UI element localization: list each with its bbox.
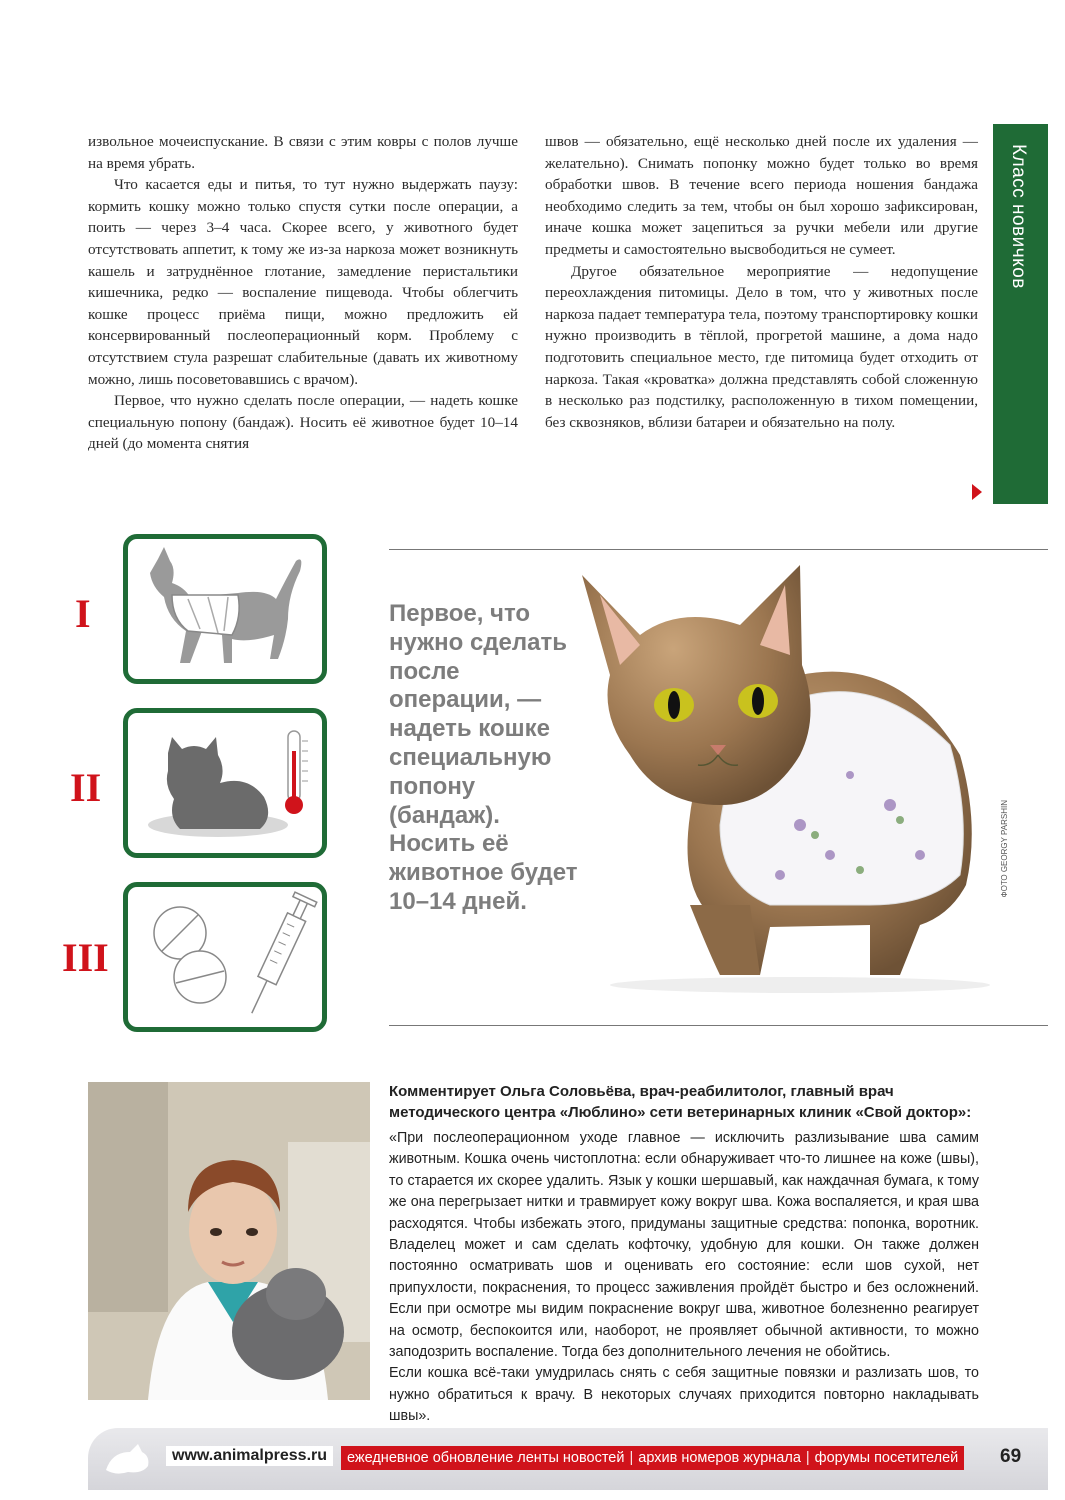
- paragraph: извольное мочеиспускание. В связи с этим ковры с полов лучше на время убрать.: [88, 133, 518, 172]
- doctor-photo: [88, 1082, 370, 1400]
- article-left-column: [88, 131, 518, 455]
- comment-body: [389, 1128, 979, 1428]
- paragraph: Первое, что нужно сделать после операции, — надеть кошке специальную попону (бандаж). Носить её животное будет 10–14 дней (до момента снятия: [88, 392, 518, 453]
- paragraph: Что касается еды и питья, то тут нужно выдержать паузу: кормить кошку можно только спустя сутки после операции, а поить — через 3–4 часа. Скорее всего, у животного будет отсутствовать аппетит, к тому же из-за наркоза может возникнуть кашель и затруднённое глотание, замедление перистальтики кишечника, редко — воспаление пищевода. Чтобы облегчить кошке процесс приёма пищи, можно предложить ей консервированный послеоперационный корм. Проблему с отсутствием стула разрешат слабительные (давать их животному можно, лишь посоветовавшись с врачом).: [88, 176, 518, 388]
- article-right-column: [545, 131, 978, 433]
- photo-credit: ФОТО GEORGY PARSHIN: [1000, 800, 1009, 898]
- cat-thermometer-icon: [123, 708, 327, 858]
- footer-links: [341, 1446, 964, 1470]
- pills-syringe-icon: [123, 882, 327, 1032]
- paragraph: Другое обязательное мероприятие — недопущение переохлаждения питомицы. Дело в том, что у животных после наркоза падает температура тела, поэтому транспортировку кошки нужно производить в тёплой, прогретой машине, а дома надо подготовить специальное место, где питомица будет отходить от наркоза. Такая «кроватка» должна представлять собой сложенную в несколько раз подстилку, расположенную в тихом помещении, без сквозняков, вблизи батареи и обязательно на полу.: [545, 262, 978, 431]
- page-number: 69: [1000, 1446, 1022, 1467]
- footer: [88, 1428, 1048, 1490]
- site-url-link[interactable]: www.animalpress.ru: [166, 1446, 333, 1466]
- paragraph: швов — обязательно, ещё несколько дней после их удаления — желательно). Снимать попонку можно будет только во время обработки швов. В течение всего периода ношения бандажа необходимо следить за тем, чтобы он был хорошо зафиксирован, иначе кошка может зацепиться за ручки мебели или другие предметы и самостоятельно высвободиться не сумеет.: [545, 133, 978, 258]
- comment-paragraph: «При послеоперационном уходе главное — исключить разлизывание шва самим животным. Кошка очень чистоплотна: если обнаруживает что-то лишнее на коже (швы), то старается их скорее удалить. Язык у кошки шершавый, как наждачная бумага, к тому же она перегрызает нитки и травмирует кожу вокруг шва. Кожа воспаляется, и края шва расходятся. Чтобы избежать этого, придуманы защитные средства: попонка, воротник. Владелец может и сам сделать кофточку, удобную для кошки. Он также должен постоянно осматривать шов и оценивать его состояние: если шов сухой, нет припухлости, покраснения, то процесс заживления пройдёт быстро и без осложнений. Если при осмотре мы видим покраснение вокруг шва, животное болезненно реагирует на осмотр, беспокоится или, наоборот, не проявляет обычной активности, то можно заподозрить воспаление. Тогда без дополнительного лечения не обойтись.: [389, 1130, 979, 1361]
- comment-heading: Комментирует Ольга Соловьёва, врач-реабилитолог, главный врач методического центра «Люблино» сети ветеринарных клиник «Свой доктор»:: [389, 1083, 972, 1122]
- divider-top: [389, 549, 1048, 550]
- step-numeral: II: [70, 765, 102, 810]
- section-tab-label: Класс новичков: [1008, 144, 1029, 289]
- separator: |: [805, 1450, 810, 1466]
- cat-photo: [570, 555, 990, 995]
- separator: |: [629, 1450, 634, 1466]
- footer-link-forums[interactable]: форумы посетителей: [814, 1450, 959, 1466]
- cat-in-bandage-icon: [123, 534, 327, 684]
- footer-link-news[interactable]: ежедневное обновление ленты новостей: [347, 1450, 625, 1466]
- divider-bottom: [389, 1025, 1048, 1026]
- pull-quote: Первое, что нужно сделать после операции, — надеть кошке специальную попону (бандаж). Носить её животное будет 10–14 дней.: [389, 600, 578, 915]
- section-tab: [993, 124, 1048, 504]
- continue-arrow-icon: [972, 484, 982, 500]
- step-numeral: III: [62, 935, 109, 980]
- step-numeral: I: [75, 591, 91, 636]
- comment-paragraph: Если кошка всё-таки умудрилась снять с себя защитные повязки и разлизать шов, то нужно обратиться к врачу. В некоторых случаях приходится повторно накладывать швы».: [389, 1365, 979, 1425]
- animalpress-logo-icon: [102, 1440, 152, 1480]
- footer-link-archive[interactable]: архив номеров журнала: [638, 1450, 801, 1466]
